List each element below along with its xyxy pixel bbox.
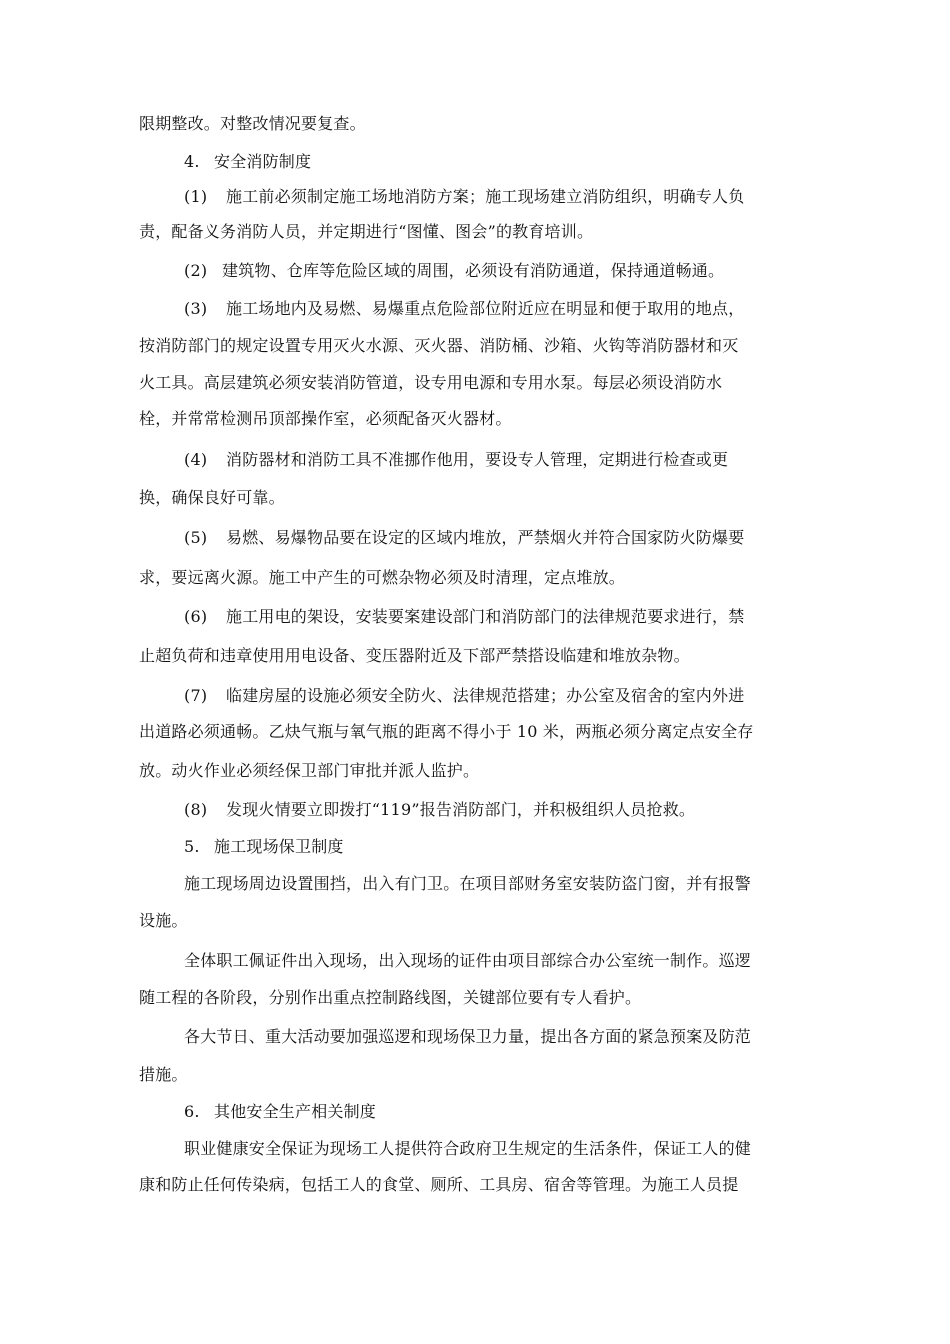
text-line: 康和防止任何传染病，包括工人的食堂、厕所、工具房、宿舍等管理。为施工人员提 [139, 1175, 739, 1194]
text-line: 换，确保良好可靠。 [139, 488, 285, 507]
text-line: 火工具。高层建筑必须安装消防管道，设专用电源和专用水泵。每层必须设消防水 [139, 373, 723, 392]
text-line: 出道路必须通畅。乙炔气瓶与氧气瓶的距离不得小于 10 米，两瓶必须分离定点安全存 [139, 722, 754, 741]
list-item-4: (4) 消防器材和消防工具不准挪作他用，要设专人管理，定期进行检查或更 [184, 450, 729, 469]
text-line: 按消防部门的规定设置专用灭火水源、灭火器、消防桶、沙箱、火钩等消防器材和灭 [139, 336, 739, 355]
list-item-2: (2) 建筑物、仓库等危险区域的周围，必须设有消防通道，保持通道畅通。 [184, 261, 725, 280]
list-item-7: (7) 临建房屋的设施必须安全防火、法律规范搭建；办公室及宿舍的室内外进 [184, 686, 745, 705]
list-item-5: (5) 易燃、易爆物品要在设定的区域内堆放，严禁烟火并符合国家防火防爆要 [184, 528, 745, 547]
text-line: 各大节日、重大活动要加强巡逻和现场保卫力量，提出各方面的紧急预案及防范 [184, 1027, 752, 1046]
text-line: 全体职工佩证件出入现场，出入现场的证件由项目部综合办公室统一制作。巡逻 [184, 951, 752, 970]
text-line: 止超负荷和违章使用用电设备、变压器附近及下部严禁搭设临建和堆放杂物。 [139, 646, 690, 665]
list-item-1: (1) 施工前必须制定施工场地消防方案；施工现场建立消防组织，明确专人负 [184, 187, 745, 206]
section-heading-6: 6. 其他安全生产相关制度 [184, 1102, 377, 1121]
text-line: 放。动火作业必须经保卫部门审批并派人监护。 [139, 761, 480, 780]
text-line: 施工现场周边设置围挡，出入有门卫。在项目部财务室安装防盗门窗，并有报警 [184, 874, 752, 893]
list-item-8: (8) 发现火情要立即拨打“119”报告消防部门，并积极组织人员抢救。 [184, 800, 696, 819]
list-item-6: (6) 施工用电的架设，安装要案建设部门和消防部门的法律规范要求进行，禁 [184, 607, 745, 626]
text-line: 职业健康安全保证为现场工人提供符合政府卫生规定的生活条件，保证工人的健 [184, 1139, 752, 1158]
list-item-3: (3) 施工场地内及易燃、易爆重点危险部位附近应在明显和便于取用的地点， [184, 299, 745, 318]
text-line: 措施。 [139, 1065, 188, 1084]
text-line: 设施。 [139, 911, 188, 930]
text-line: 责，配备义务消防人员，并定期进行“图懂、图会”的教育培训。 [139, 222, 594, 241]
section-heading-4: 4. 安全消防制度 [184, 152, 312, 171]
text-line: 栓，并常常检测吊顶部操作室，必须配备灭火器材。 [139, 409, 512, 428]
text-line: 求，要远离火源。施工中产生的可燃杂物必须及时清理，定点堆放。 [139, 568, 626, 587]
text-line: 限期整改。对整改情况要复查。 [139, 114, 366, 133]
text-line: 随工程的各阶段，分别作出重点控制路线图，关键部位要有专人看护。 [139, 988, 642, 1007]
section-heading-5: 5. 施工现场保卫制度 [184, 837, 344, 856]
